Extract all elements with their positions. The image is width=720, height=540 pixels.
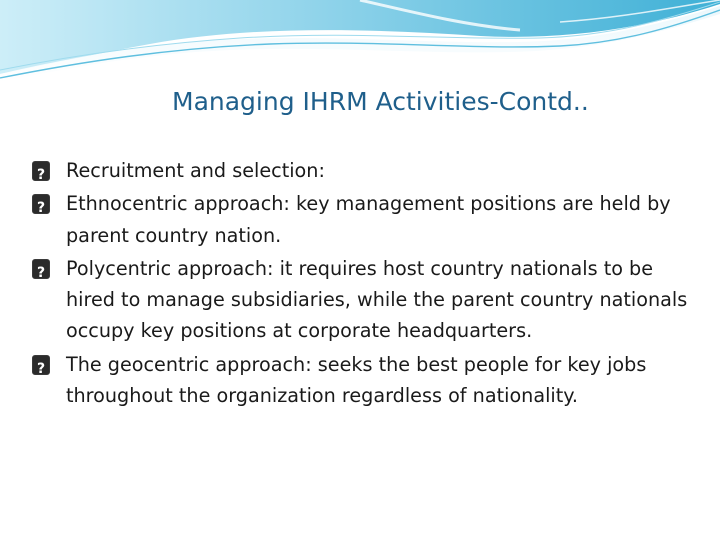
bullet-text: The geocentric approach: seeks the best people for key jobs throughout the organization regardless of nationality.	[66, 352, 647, 408]
bullet-item	[32, 188, 700, 251]
bullet-item	[32, 253, 700, 347]
bullet-list	[32, 155, 700, 411]
slide-title: Managing IHRM Activities-Contd..	[172, 87, 589, 116]
bullet-item	[32, 349, 700, 412]
bullet-text: Recruitment and selection:	[66, 159, 325, 182]
bullet-item	[32, 155, 700, 186]
bullet-text: Polycentric approach: it requires host country nationals to be hired to manage subsidiaries, while the parent country nationals occupy key positions at corporate headquarters.	[66, 256, 688, 343]
bullet-text: Ethnocentric approach: key management positions are held by parent country nation.	[66, 192, 671, 247]
missing-glyph-box-icon	[32, 161, 50, 181]
missing-glyph-box-icon	[32, 355, 50, 375]
missing-glyph-box-icon	[32, 259, 50, 279]
missing-glyph-box-icon	[32, 194, 50, 214]
header-wave-decoration	[0, 0, 720, 90]
